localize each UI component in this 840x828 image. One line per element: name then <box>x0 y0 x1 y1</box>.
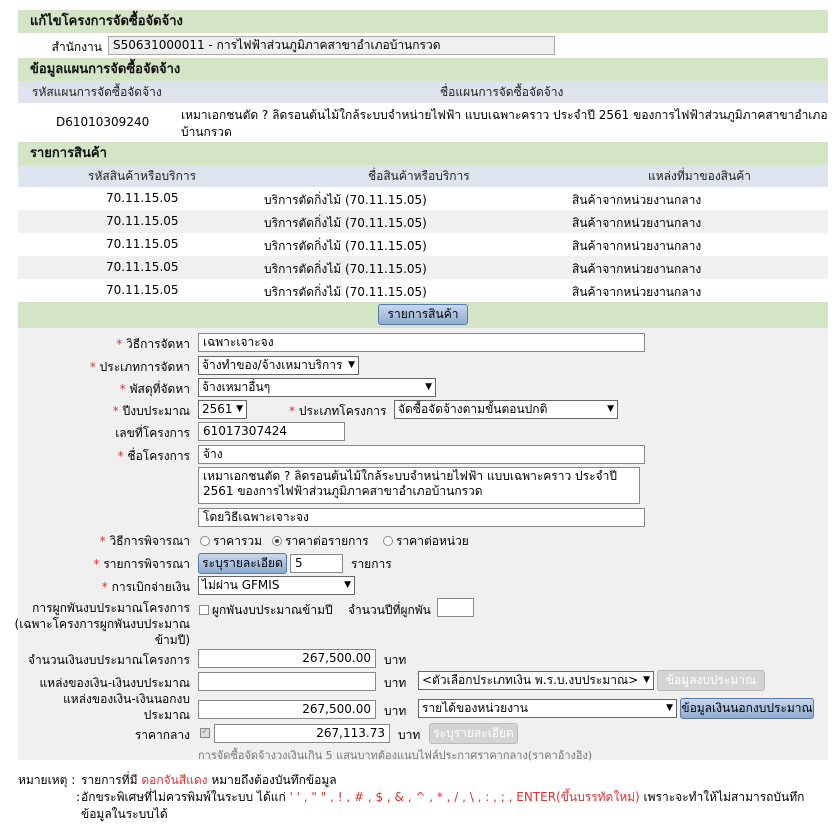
items-table-header <box>18 165 828 187</box>
median-unit: บาท <box>398 728 421 742</box>
note-2-continued: ข้อมูลในระบบได้ <box>81 807 168 821</box>
consider-count-unit: รายการ <box>351 557 392 571</box>
item-code: 70.11.15.05 <box>106 191 179 205</box>
table-row <box>18 187 828 210</box>
project-type-select[interactable]: จัดซื้อจัดจ้างตามขั้นตอนปกติ ▼ <box>394 400 618 419</box>
budget-field[interactable]: 267,500.00 <box>198 649 376 668</box>
median-checkbox-icon[interactable] <box>200 728 210 738</box>
source-budget-unit: บาท <box>384 676 407 690</box>
item-source: สินค้าจากหน่วยงานกลาง <box>572 216 702 230</box>
page-title: แก้ไขโครงการจัดซื้อจัดจ้าง <box>18 10 828 33</box>
supply-select[interactable]: จ้างเหมาอื่นๆ ▼ <box>198 378 436 397</box>
project-name-label: * ชื่อโครงการ <box>117 449 190 463</box>
type-select[interactable]: จ้างทำของ/จ้างเหมาบริการ ▼ <box>198 356 359 375</box>
commit-checkbox[interactable]: ผูกพันงบประมาณข้ามปี <box>199 601 333 620</box>
year-label: * ปีงบประมาณ <box>112 404 190 418</box>
item-source: สินค้าจากหน่วยงานกลาง <box>572 193 702 207</box>
item-name: บริการตัดกิ่งไม้ (70.11.15.05) <box>264 239 427 253</box>
plan-name-line2: บ้านกรวด <box>181 125 232 139</box>
office-row <box>18 33 828 58</box>
item-source: สินค้าจากหน่วยงานกลาง <box>572 262 702 276</box>
median-label: ราคากลาง <box>134 728 190 742</box>
project-name-line2: 2561 ของการไฟฟ้าส่วนภูมิภาคสาขาอำเภอบ้านกรวด <box>203 484 483 498</box>
office-label: สำนักงาน <box>51 40 102 54</box>
radio-icon <box>200 536 210 546</box>
source-budget-select[interactable]: <ตัวเลือกประเภทเงิน พ.ร.บ.งบประมาณ> ▼ <box>418 671 654 690</box>
project-form <box>14 328 828 762</box>
source-budget-label: แหล่งของเงิน-เงินงบประมาณ <box>39 676 190 690</box>
items-button-bar <box>18 302 828 328</box>
table-row <box>18 279 828 302</box>
radio-checked-icon <box>272 536 282 546</box>
consider-option-per-unit[interactable]: ราคาต่อหน่วย <box>383 532 469 551</box>
consider-label: * วิธีการพิจารณา <box>99 534 190 548</box>
commit-years-label: จำนวนปีที่ผูกพัน <box>348 603 431 617</box>
consider-option-per-item[interactable]: ราคาต่อรายการ <box>272 532 369 551</box>
table-row <box>18 256 828 279</box>
radio-icon <box>383 536 393 546</box>
consider-items-label: * รายการพิจารณา <box>93 557 190 571</box>
checkbox-icon <box>199 605 209 615</box>
item-source: สินค้าจากหน่วยงานกลาง <box>572 285 702 299</box>
note-3 <box>18 806 828 823</box>
method-field[interactable]: เฉพาะเจาะจง <box>198 333 645 352</box>
source-off-unit: บาท <box>384 704 407 718</box>
item-name: บริการตัดกิ่งไม้ (70.11.15.05) <box>264 285 427 299</box>
plan-table-header <box>18 81 828 103</box>
plan-col-name: ชื่อแผนการจัดซื้อจัดจ้าง <box>440 85 564 99</box>
items-table-body <box>18 187 828 302</box>
note-2-text: อักขระพิเศษที่ไม่ควรพิมพ์ในระบบ ได้แก่ ' ' , " " , ! , # , $ , & , ^ , * , / , \ , : , ; , ENTER(ขึ้นบรรทัดใหม่) เพราะจะทำให้ไม่สามารถบันทึก <box>81 790 805 804</box>
item-code: 70.11.15.05 <box>106 260 179 274</box>
item-code: 70.11.15.05 <box>106 214 179 228</box>
budget-info-button[interactable]: ข้อมูลงบประมาณ <box>657 670 765 691</box>
plan-section-title: ข้อมูลแผนการจัดซื้อจัดจ้าง <box>18 58 828 81</box>
source-off-select[interactable]: รายได้ของหน่วยงาน ▼ <box>418 699 677 718</box>
commit-years-field[interactable] <box>437 598 474 617</box>
median-field[interactable]: 267,113.73 <box>214 724 390 743</box>
median-detail-button[interactable]: ระบุรายละเอียด <box>429 723 518 744</box>
budget-label: จำนวนเงินงบประมาณโครงการ <box>27 653 190 667</box>
source-budget-field[interactable] <box>198 672 376 691</box>
plan-code: D61010309240 <box>56 115 150 129</box>
items-col-source: แหล่งที่มาของสินค้า <box>648 169 751 183</box>
consider-count-field[interactable]: 5 <box>290 554 343 573</box>
budget-unit: บาท <box>384 653 407 667</box>
disburse-select[interactable]: ไม่ผ่าน GFMIS ▼ <box>198 576 355 595</box>
item-source: สินค้าจากหน่วยงานกลาง <box>572 239 702 253</box>
supply-label: * พัสดุที่จัดหา <box>119 382 190 396</box>
note-1 <box>18 772 828 789</box>
item-name: บริการตัดกิ่งไม้ (70.11.15.05) <box>264 262 427 276</box>
office-field: S50631000011 - การไฟฟ้าส่วนภูมิภาคสาขาอำเภอบ้านกรวด <box>108 36 555 55</box>
items-col-code: รหัสสินค้าหรือบริการ <box>88 169 197 183</box>
project-name-line1: เหมาเอกชนตัด ? ลิดรอนต้นไม้ใกล้ระบบจำหน่ายไฟฟ้า แบบเฉพาะคราว ประจำปี <box>203 469 617 483</box>
item-code: 70.11.15.05 <box>106 283 179 297</box>
note-2-prefix: : <box>76 790 81 804</box>
table-row <box>18 210 828 233</box>
plan-name-line1: เหมาเอกชนตัด ? ลิดรอนต้นไม้ใกล้ระบบจำหน่ายไฟฟ้า แบบเฉพาะคราว ประจำปี 2561 ของการไฟฟ้าส่วนภูมิภาคสาขาอำเภอ <box>181 108 828 122</box>
project-name-prefix-field[interactable]: จ้าง <box>198 445 645 464</box>
item-name: บริการตัดกิ่งไม้ (70.11.15.05) <box>264 216 427 230</box>
items-col-name: ชื่อสินค้าหรือบริการ <box>368 169 470 183</box>
project-no-field[interactable]: 61017307424 <box>198 422 345 441</box>
item-name: บริการตัดกิ่งไม้ (70.11.15.05) <box>264 193 427 207</box>
consider-option-total[interactable]: ราคารวม <box>200 532 262 551</box>
project-name-suffix-field[interactable]: โดยวิธีเฉพาะเจาะจง <box>198 508 645 527</box>
source-off-label: แหล่งของเงิน-เงินนอกงบ ประมาณ <box>63 692 190 722</box>
notes-title: หมายเหตุ : <box>18 773 76 787</box>
project-name-textarea[interactable] <box>198 467 640 504</box>
plan-col-code: รหัสแผนการจัดซื้อจัดจ้าง <box>32 85 162 99</box>
median-note: การจัดซื้อจัดจ้างวงเงินเกิน 5 แสนบาทต้องแนบไฟล์ประกาศราคากลาง(ราคาอ้างอิง) <box>198 749 593 762</box>
commit-label: การผูกพันงบประมาณโครงการ (เฉพาะโครงการผูกพันงบประมาณ ข้ามปี) <box>14 601 190 647</box>
method-label: * วิธีการจัดหา <box>116 337 190 351</box>
source-off-field[interactable]: 267,500.00 <box>198 700 376 719</box>
item-code: 70.11.15.05 <box>106 237 179 251</box>
disburse-label: * การเบิกจ่ายเงิน <box>101 580 190 594</box>
footer-notes <box>18 772 828 823</box>
project-type-label: * ประเภทโครงการ <box>289 404 387 418</box>
type-label: * ประเภทการจัดหา <box>89 360 190 374</box>
table-row <box>18 233 828 256</box>
year-select[interactable]: 2561 ▼ <box>198 400 247 419</box>
project-no-label: เลขที่โครงการ <box>115 426 190 440</box>
items-section-title: รายการสินค้า <box>18 142 828 165</box>
items-list-button[interactable]: รายการสินค้า <box>378 304 468 325</box>
off-budget-info-button[interactable]: ข้อมูลเงินนอกงบประมาณ <box>680 698 814 719</box>
note-1-text: รายการที่มี ดอกจันสีแดง หมายถึงต้องบันทึกข้อมูล <box>81 773 337 787</box>
procurement-edit-page <box>14 10 828 762</box>
plan-row <box>18 103 828 142</box>
consider-detail-button[interactable]: ระบุรายละเอียด <box>198 553 287 574</box>
note-2 <box>18 789 828 806</box>
